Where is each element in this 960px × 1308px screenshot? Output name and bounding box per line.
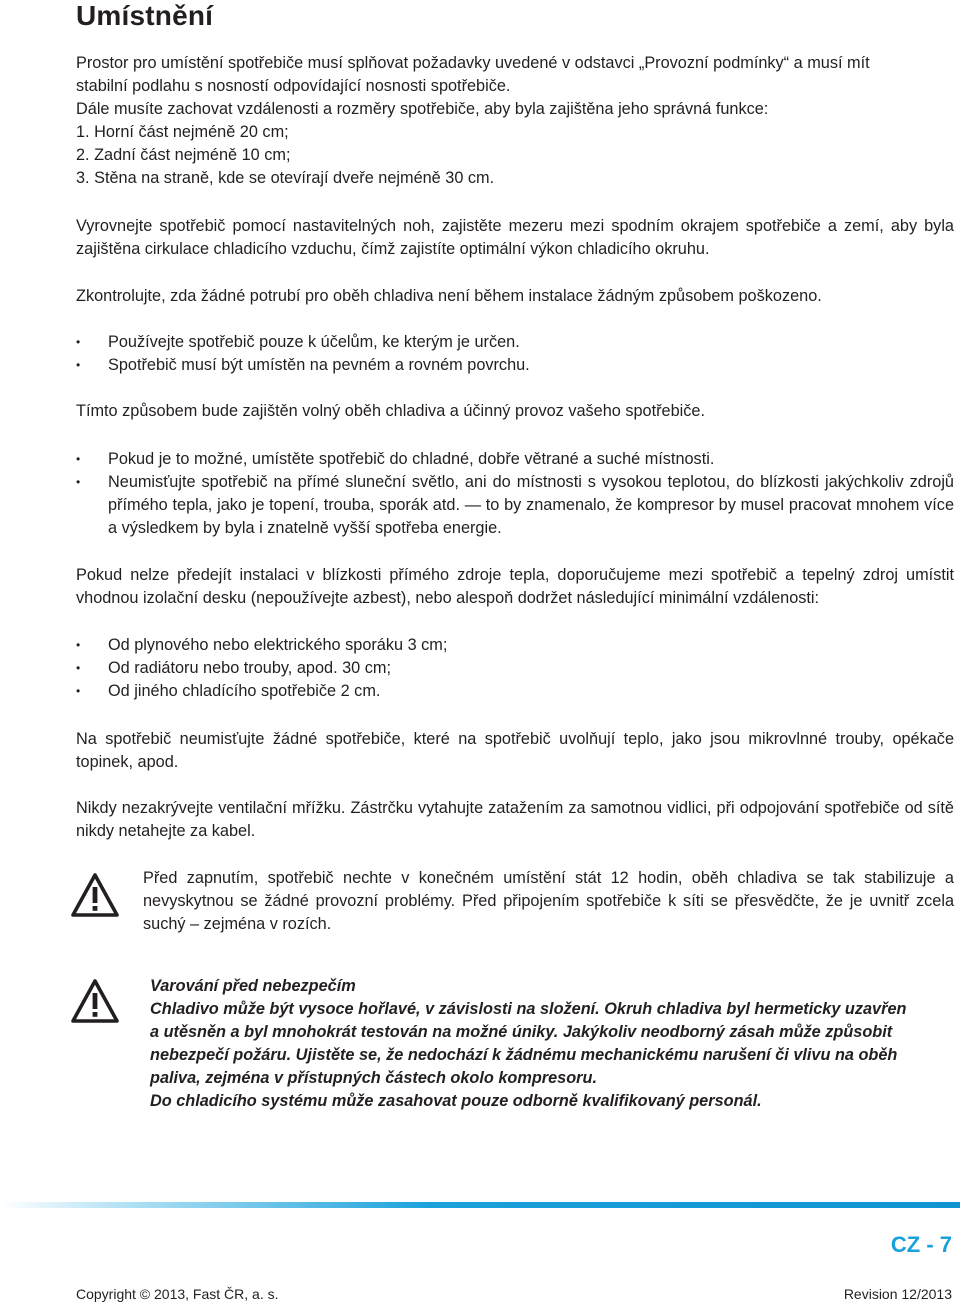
requirement-item: 1. Horní část nejméně 20 cm; (76, 123, 289, 141)
warning-icon (70, 872, 120, 918)
revision: Revision 12/2013 (843, 1286, 952, 1302)
paragraph-check: Zkontrolujte, zda žádné potrubí pro oběh chladiva není během instalace žádným způsobem poškozeno. (76, 287, 822, 305)
requirement-item: 3. Stěna na straně, kde se otevírají dveře nejméně 30 cm. (76, 169, 495, 187)
requirement-item: 2. Zadní část nejméně 10 cm; (76, 146, 291, 164)
list-item: • Spotřebič musí být umístěn na pevném a rovném povrchu. (76, 354, 954, 377)
list-item: • Od jiného chladícího spotřebiče 2 cm. (76, 680, 954, 703)
paragraph-flow: Tímto způsobem bude zajištěn volný oběh chladiva a účinný provoz vašeho spotřebiče. (76, 402, 705, 420)
paragraph-nothing-on-top: Na spotřebič neumisťujte žádné spotřebiče, které na spotřebič uvolňují teplo, jako jsou mikrovlnné trouby, opékače topinek, apod. (76, 730, 954, 771)
danger-warning-icon (70, 978, 120, 1024)
intro-line: Prostor pro umístění spotřebiče musí splňovat požadavky uvedené v odstavci „Provozní podmínky“ a musí mít (76, 54, 870, 72)
paragraph-heat: Pokud nelze předejít instalaci v blízkosti přímého zdroje tepla, doporučujeme mezi spotřebič a tepelný zdroj umístit vhodnou izolační desku (nepoužívejte azbest), nebo alespoň dodržet následující minimální vzdálenosti: (76, 566, 954, 607)
intro-line: stabilní podlahu s nosností odpovídající nosnosti spotřebiče. (76, 77, 511, 95)
danger-warning-block (150, 975, 954, 1113)
footer-divider (0, 1202, 960, 1208)
warning-line: nebezpečí požáru. Ujistěte se, že nedochází k žádnému mechanickému narušení či vlivu na oběh (150, 1046, 898, 1064)
bullet-list-use (76, 331, 954, 377)
warning-heading: Varování před nebezpečím (150, 977, 356, 995)
paragraph-level: Vyrovnejte spotřebič pomocí nastavitelných noh, zajistěte mezeru mezi spodním okrajem spotřebiče a zemí, aby byla zajištěna cirkulace chladicího vzduchu, čímž zajistíte optimální výkon chladicího okruhu. (76, 217, 954, 258)
list-item: • Pokud je to možné, umístěte spotřebič do chladné, dobře větrané a suché místnosti. (76, 448, 954, 471)
list-item: • Od plynového nebo elektrického sporáku 3 cm; (76, 634, 954, 657)
list-item: • Od radiátoru nebo trouby, apod. 30 cm; (76, 657, 954, 680)
bullet-list-distances (76, 634, 954, 703)
notice-before-switch-on: Před zapnutím, spotřebič nechte v konečném umístění stát 12 hodin, oběh chladiva se tak stabilizuje a nevyskytnou se žádné provozní problémy. Před připojením spotřebiče k síti se přesvědčte, že je uvnitř zcela suchý – zejména v rozích. (143, 869, 954, 933)
warning-line: Do chladicího systému může zasahovat pouze odborně kvalifikovaný personál. (150, 1092, 762, 1110)
page-title: Umístnění (76, 0, 214, 31)
paragraph-ventilation: Nikdy nezakrývejte ventilační mřížku. Zástrčku vytahujte zatažením za samotnou vidlici, při odpojování spotřebiče od sítě nikdy netahejte za kabel. (76, 799, 954, 840)
copyright: Copyright © 2013, Fast ČR, a. s. (76, 1286, 279, 1302)
warning-line: a utěsněn a byl mnohokrát testován na možné úniky. Jakýkoliv neodborný zásah může způsobit (150, 1023, 893, 1041)
warning-line: paliva, zejména v přístupných částech okolo kompresoru. (150, 1069, 597, 1087)
intro-section (76, 52, 954, 190)
warning-line: Chladivo může být vysoce hořlavé, v závislosti na složení. Okruh chladiva byl hermeticky uzavřen (150, 1000, 907, 1018)
list-item: • Používejte spotřebič pouze k účelům, ke kterým je určen. (76, 331, 954, 354)
page-number: CZ - 7 (890, 1232, 952, 1257)
bullet-list-place (76, 448, 954, 540)
intro-line: Dále musíte zachovat vzdálenosti a rozměry spotřebiče, aby byla zajištěna jeho správná funkce: (76, 100, 769, 118)
list-item: • Neumisťujte spotřebič na přímé sluneční světlo, ani do místnosti s vysokou teplotou, do blízkosti jakýchkoliv zdrojů přímého tepla, jako je topení, trouba, sporák atd. — to by znamenalo, že kompresor by musel pracovat mnohem více a výsledkem by byla i znatelně vyšší spotřeba energie. (76, 471, 954, 540)
